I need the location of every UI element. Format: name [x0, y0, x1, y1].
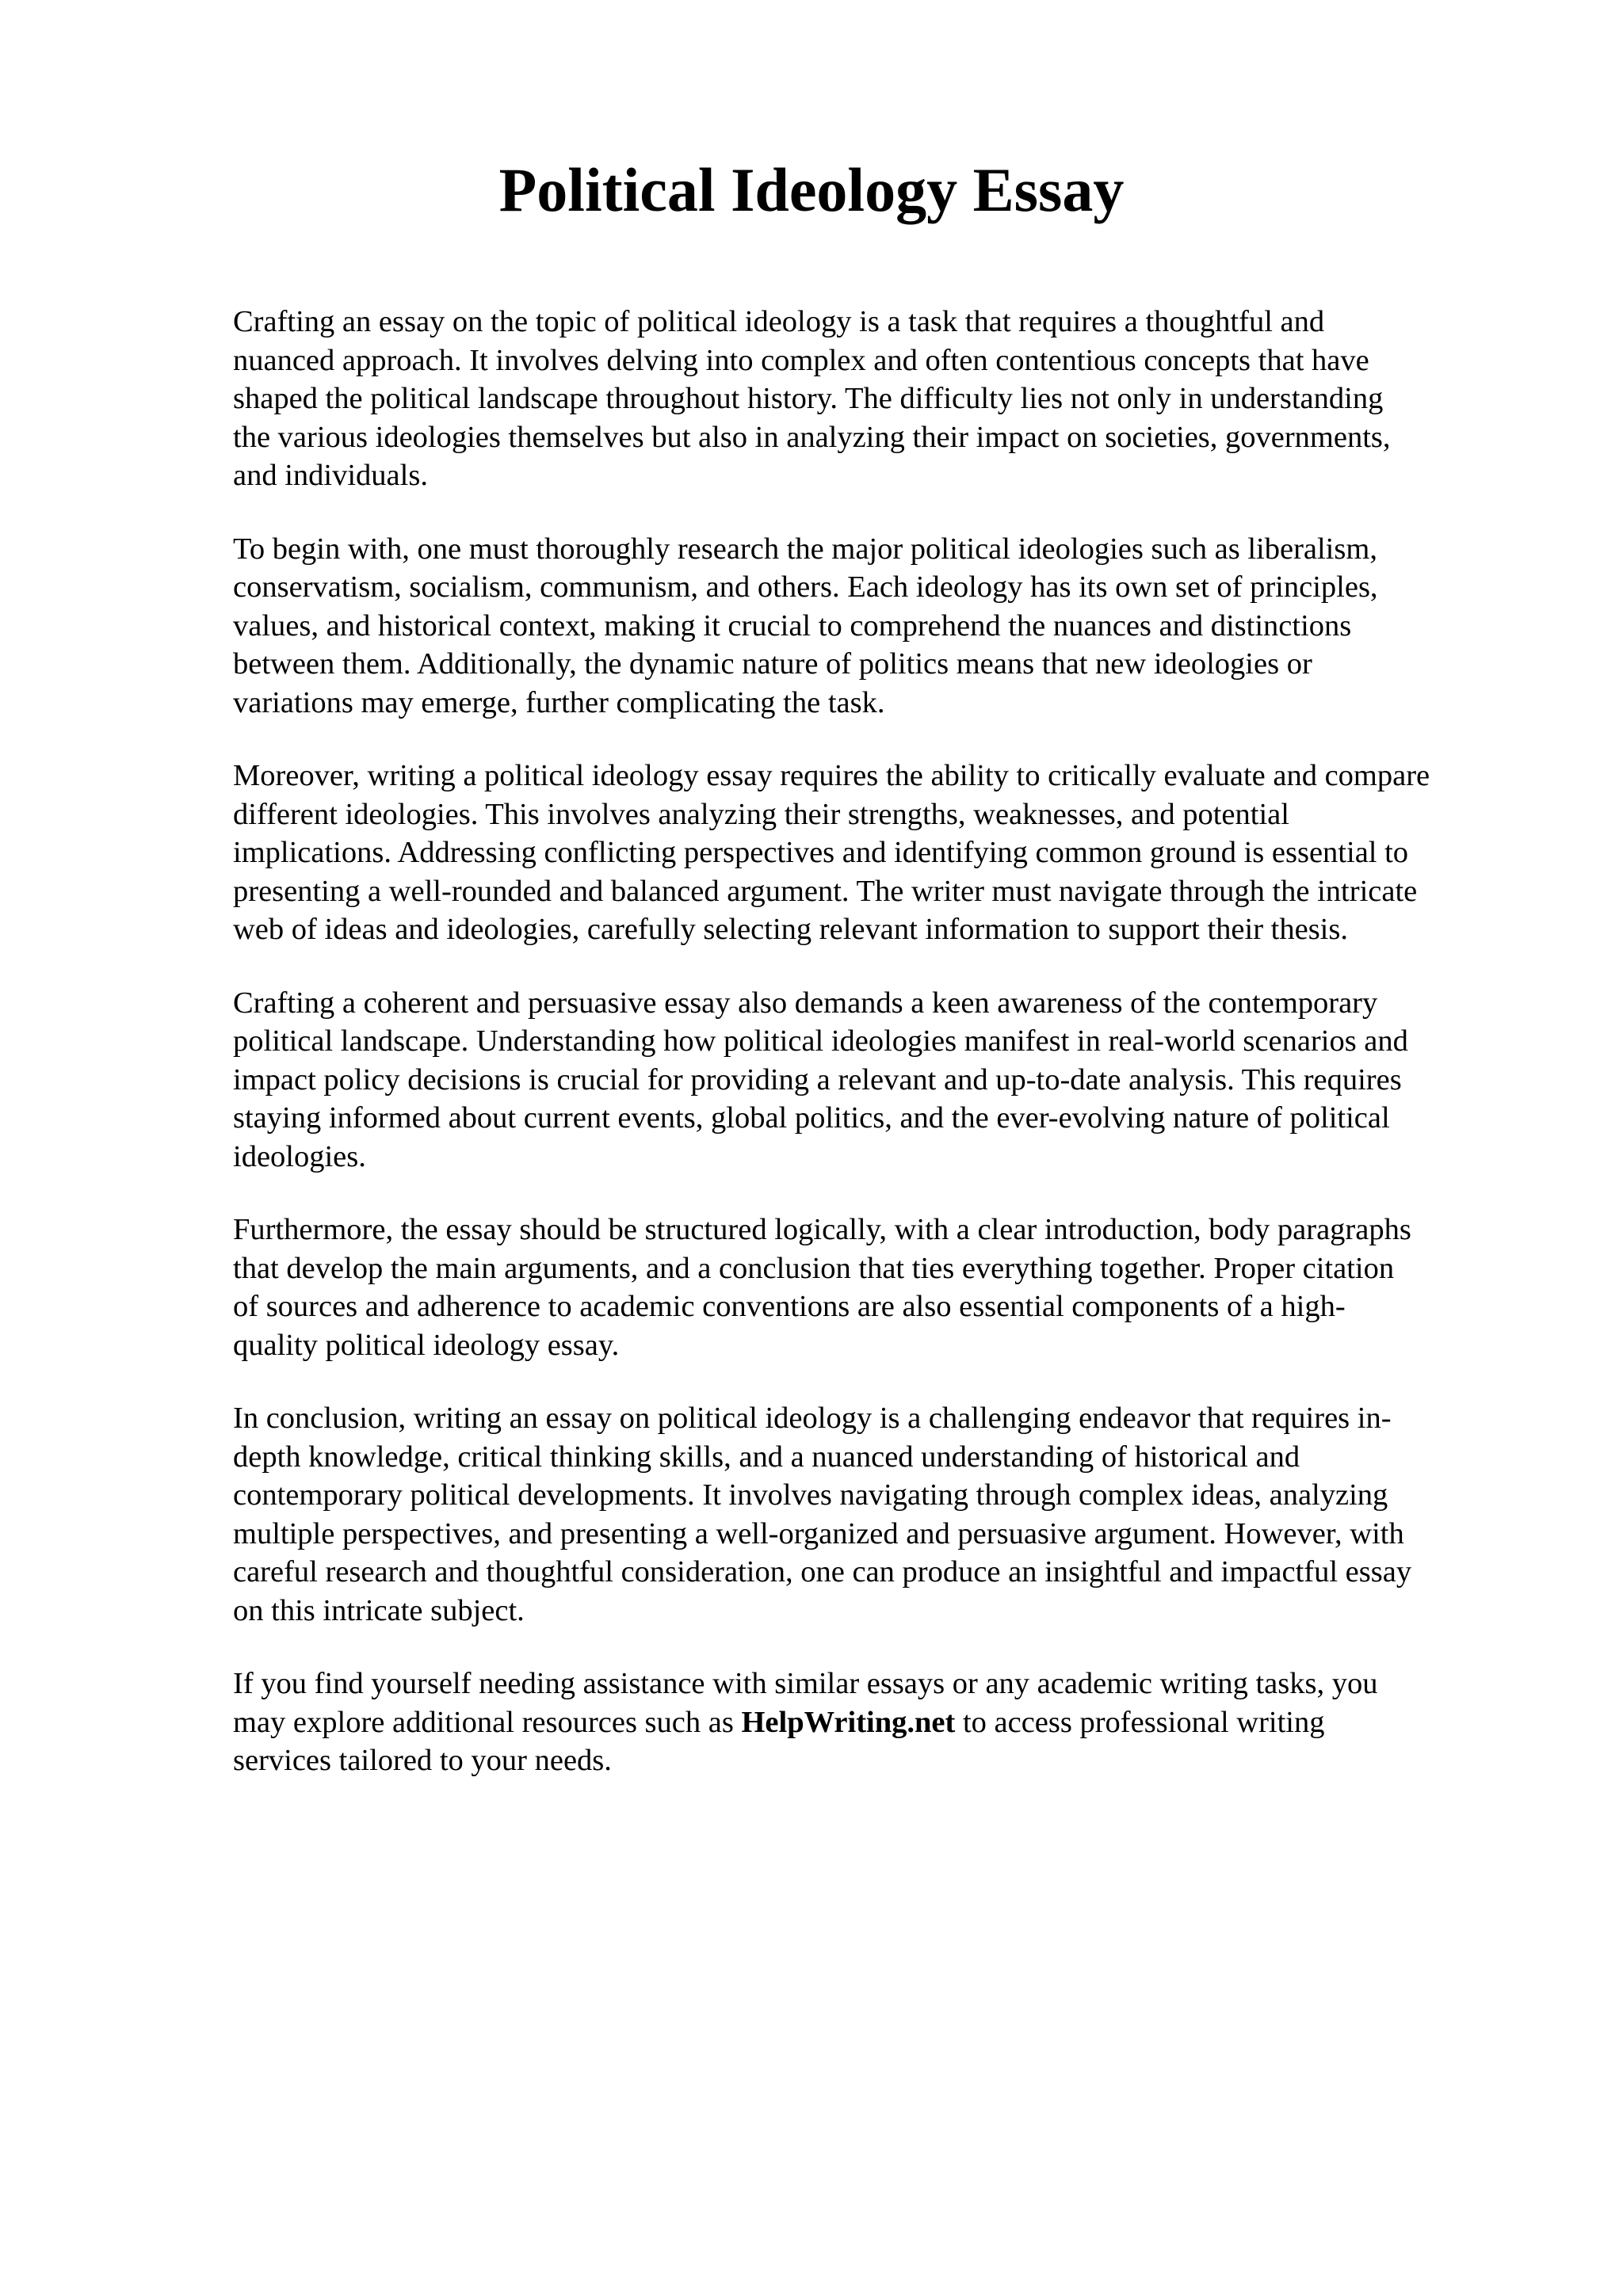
- paragraph-line: that develop the main arguments, and a conclusion that ties everything together. Proper citation: [233, 1251, 1395, 1285]
- paragraph-line: Furthermore, the essay should be structured logically, with a clear introduction, body paragraphs: [233, 1213, 1411, 1246]
- paragraph-line: To begin with, one must thoroughly research the major political ideologies such as liberalism,: [233, 532, 1377, 566]
- paragraph-5: [233, 1211, 1564, 1364]
- paragraph-line: conservatism, socialism, communism, and others. Each ideology has its own set of principles,: [233, 570, 1378, 604]
- paragraph-line: political landscape. Understanding how political ideologies manifest in real-world scenarios and: [233, 1024, 1408, 1058]
- paragraph-line: variations may emerge, further complicating the task.: [233, 685, 885, 719]
- paragraph-1: [233, 303, 1564, 495]
- paragraph-line: If you find yourself needing assistance with similar essays or any academic writing tasks, you: [233, 1667, 1378, 1700]
- essay-body: [233, 303, 1564, 1815]
- closing-text-after: to access professional writing: [955, 1705, 1325, 1739]
- paragraph-line: presenting a well-rounded and balanced argument. The writer must navigate through the intricate: [233, 874, 1418, 908]
- paragraph-line: [233, 1703, 1564, 1742]
- paragraph-line: values, and historical context, making it crucial to comprehend the nuances and distinctions: [233, 608, 1352, 643]
- paragraph-line: shaped the political landscape throughout history. The difficulty lies not only in understanding: [233, 382, 1384, 415]
- paragraph-line: depth knowledge, critical thinking skills, and a nuanced understanding of historical and: [233, 1440, 1300, 1474]
- paragraph-3: [233, 757, 1564, 949]
- paragraph-6: [233, 1399, 1564, 1630]
- paragraph-line: ideologies.: [233, 1139, 366, 1173]
- paragraph-line: on this intricate subject.: [233, 1593, 525, 1627]
- closing-paragraph: [233, 1665, 1564, 1780]
- page-title: Political Ideology Essay: [498, 155, 1125, 224]
- paragraph-line: Crafting an essay on the topic of political ideology is a task that requires a thoughtful and: [233, 305, 1325, 338]
- paragraph-line: Crafting a coherent and persuasive essay also demands a keen awareness of the contemporary: [233, 986, 1378, 1020]
- paragraph-line: the various ideologies themselves but also in analyzing their impact on societies, governments,: [233, 420, 1391, 454]
- paragraph-line: staying informed about current events, global politics, and the ever-evolving nature of political: [233, 1101, 1390, 1135]
- paragraph-line: implications. Addressing conflicting perspectives and identifying common ground is essential to: [233, 836, 1409, 869]
- paragraph-line: quality political ideology essay.: [233, 1328, 620, 1362]
- paragraph-line: of sources and adherence to academic conventions are also essential components of a high-: [233, 1290, 1346, 1323]
- paragraph-line: services tailored to your needs.: [233, 1744, 612, 1777]
- paragraph-line: different ideologies. This involves analyzing their strengths, weaknesses, and potential: [233, 797, 1289, 831]
- paragraph-line: In conclusion, writing an essay on political ideology is a challenging endeavor that requires in-: [233, 1402, 1392, 1435]
- paragraph-line: multiple perspectives, and presenting a well-organized and persuasive argument. However, with: [233, 1516, 1404, 1550]
- paragraph-line: careful research and thoughtful consideration, one can produce an insightful and impactful essay: [233, 1555, 1412, 1589]
- paragraph-line: Moreover, writing a political ideology essay requires the ability to critically evaluate and compare: [233, 759, 1430, 792]
- paragraph-4: [233, 984, 1564, 1177]
- paragraph-line: and individuals.: [233, 459, 428, 492]
- paragraph-2: [233, 530, 1564, 723]
- paragraph-line: nuanced approach. It involves delving into complex and often contentious concepts that have: [233, 343, 1369, 377]
- helpwriting-link[interactable]: HelpWriting.net: [741, 1705, 956, 1739]
- closing-text-before: may explore additional resources such as: [233, 1705, 742, 1739]
- paragraph-line: between them. Additionally, the dynamic nature of politics means that new ideologies or: [233, 647, 1312, 681]
- paragraph-line: contemporary political developments. It involves navigating through complex ideas, analyzing: [233, 1478, 1388, 1512]
- paragraph-line: web of ideas and ideologies, carefully selecting relevant information to support their thesis.: [233, 913, 1348, 946]
- paragraph-line: impact policy decisions is crucial for providing a relevant and up-to-date analysis. This requires: [233, 1062, 1402, 1097]
